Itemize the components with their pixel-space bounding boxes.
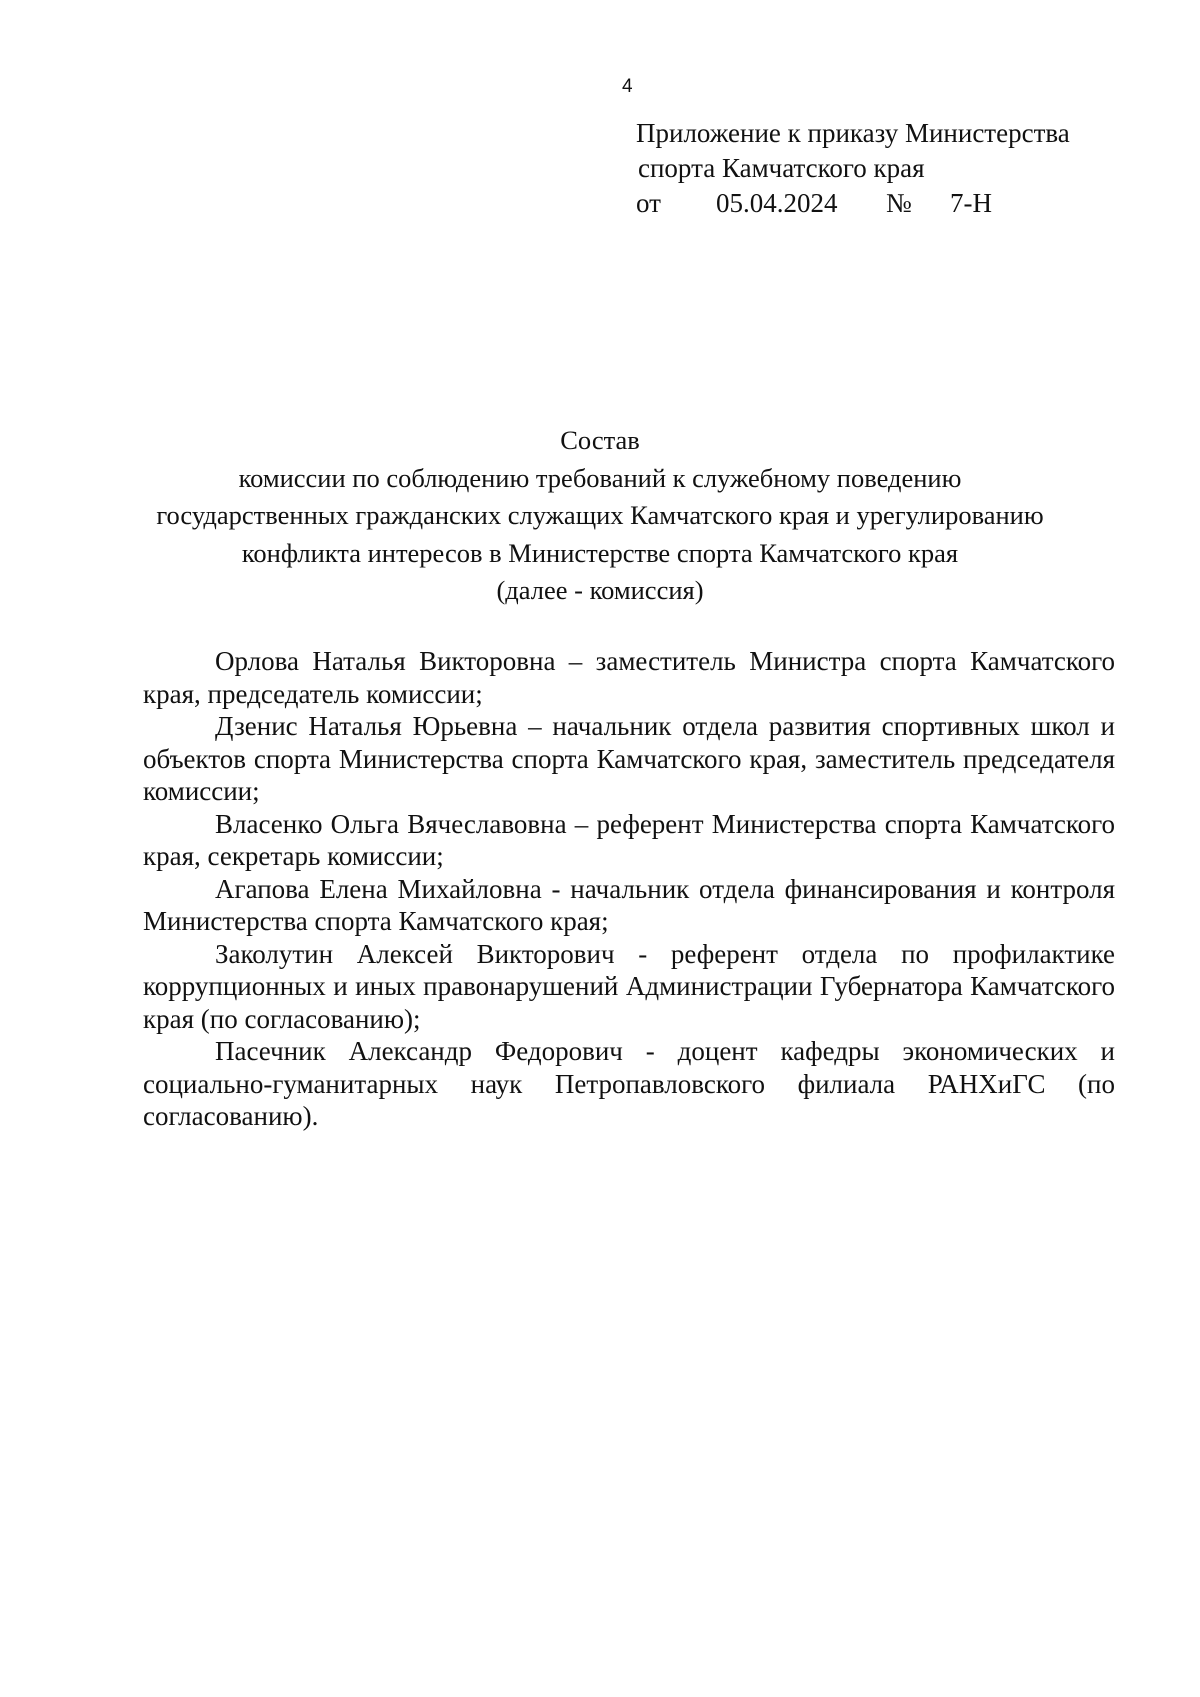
order-date: 05.04.2024 — [716, 188, 838, 218]
title-line-2: государственных гражданских служащих Камчатского края и урегулированию — [156, 500, 1044, 530]
member-entry: Заколутин Алексей Викторович - референт отдела по профилактике коррупционных и иных правонарушений Администрации Губернатора Камчатского края (по согласованию); — [143, 938, 1115, 1034]
appendix-line-2: спорта Камчатского края — [638, 153, 925, 183]
member-entry: Орлова Наталья Викторовна – заместитель Министра спорта Камчатского края, председатель комиссии; — [143, 646, 1115, 709]
order-from-label: от — [636, 188, 661, 218]
appendix-header — [636, 116, 1070, 221]
order-number-sign: № — [886, 188, 912, 218]
page-number: 4 — [622, 76, 633, 97]
order-number: 7-Н — [950, 188, 992, 218]
title-heading: Состав — [560, 425, 640, 455]
title-line-1: комиссии по соблюдению требований к служебному поведению — [238, 462, 962, 493]
member-entry: Агапова Елена Михайловна - начальник отдела финансирования и контроля Министерства спорта Камчатского края; — [143, 873, 1115, 936]
document-title — [130, 422, 1070, 610]
appendix-line-1: Приложение к приказу Министерства — [636, 118, 1070, 148]
member-entry: Дзенис Наталья Юрьевна – начальник отдела развития спортивных школ и объектов спорта Министерства спорта Камчатского края, заместитель председателя комиссии; — [143, 711, 1115, 806]
commission-members-list — [143, 645, 1115, 1133]
member-entry: Пасечник Александр Федорович - доцент кафедры экономических и социально-гуманитарных наук Петропавловского филиала РАНХиГС (по согласованию). — [143, 1036, 1115, 1131]
title-line-4: (далее - комиссия) — [496, 575, 704, 605]
order-details — [636, 186, 1056, 221]
member-entry: Власенко Ольга Вячеславовна – референт Министерства спорта Камчатского края, секретарь комиссии; — [143, 808, 1115, 871]
title-line-3: конфликта интересов в Министерстве спорта Камчатского края — [241, 537, 959, 568]
